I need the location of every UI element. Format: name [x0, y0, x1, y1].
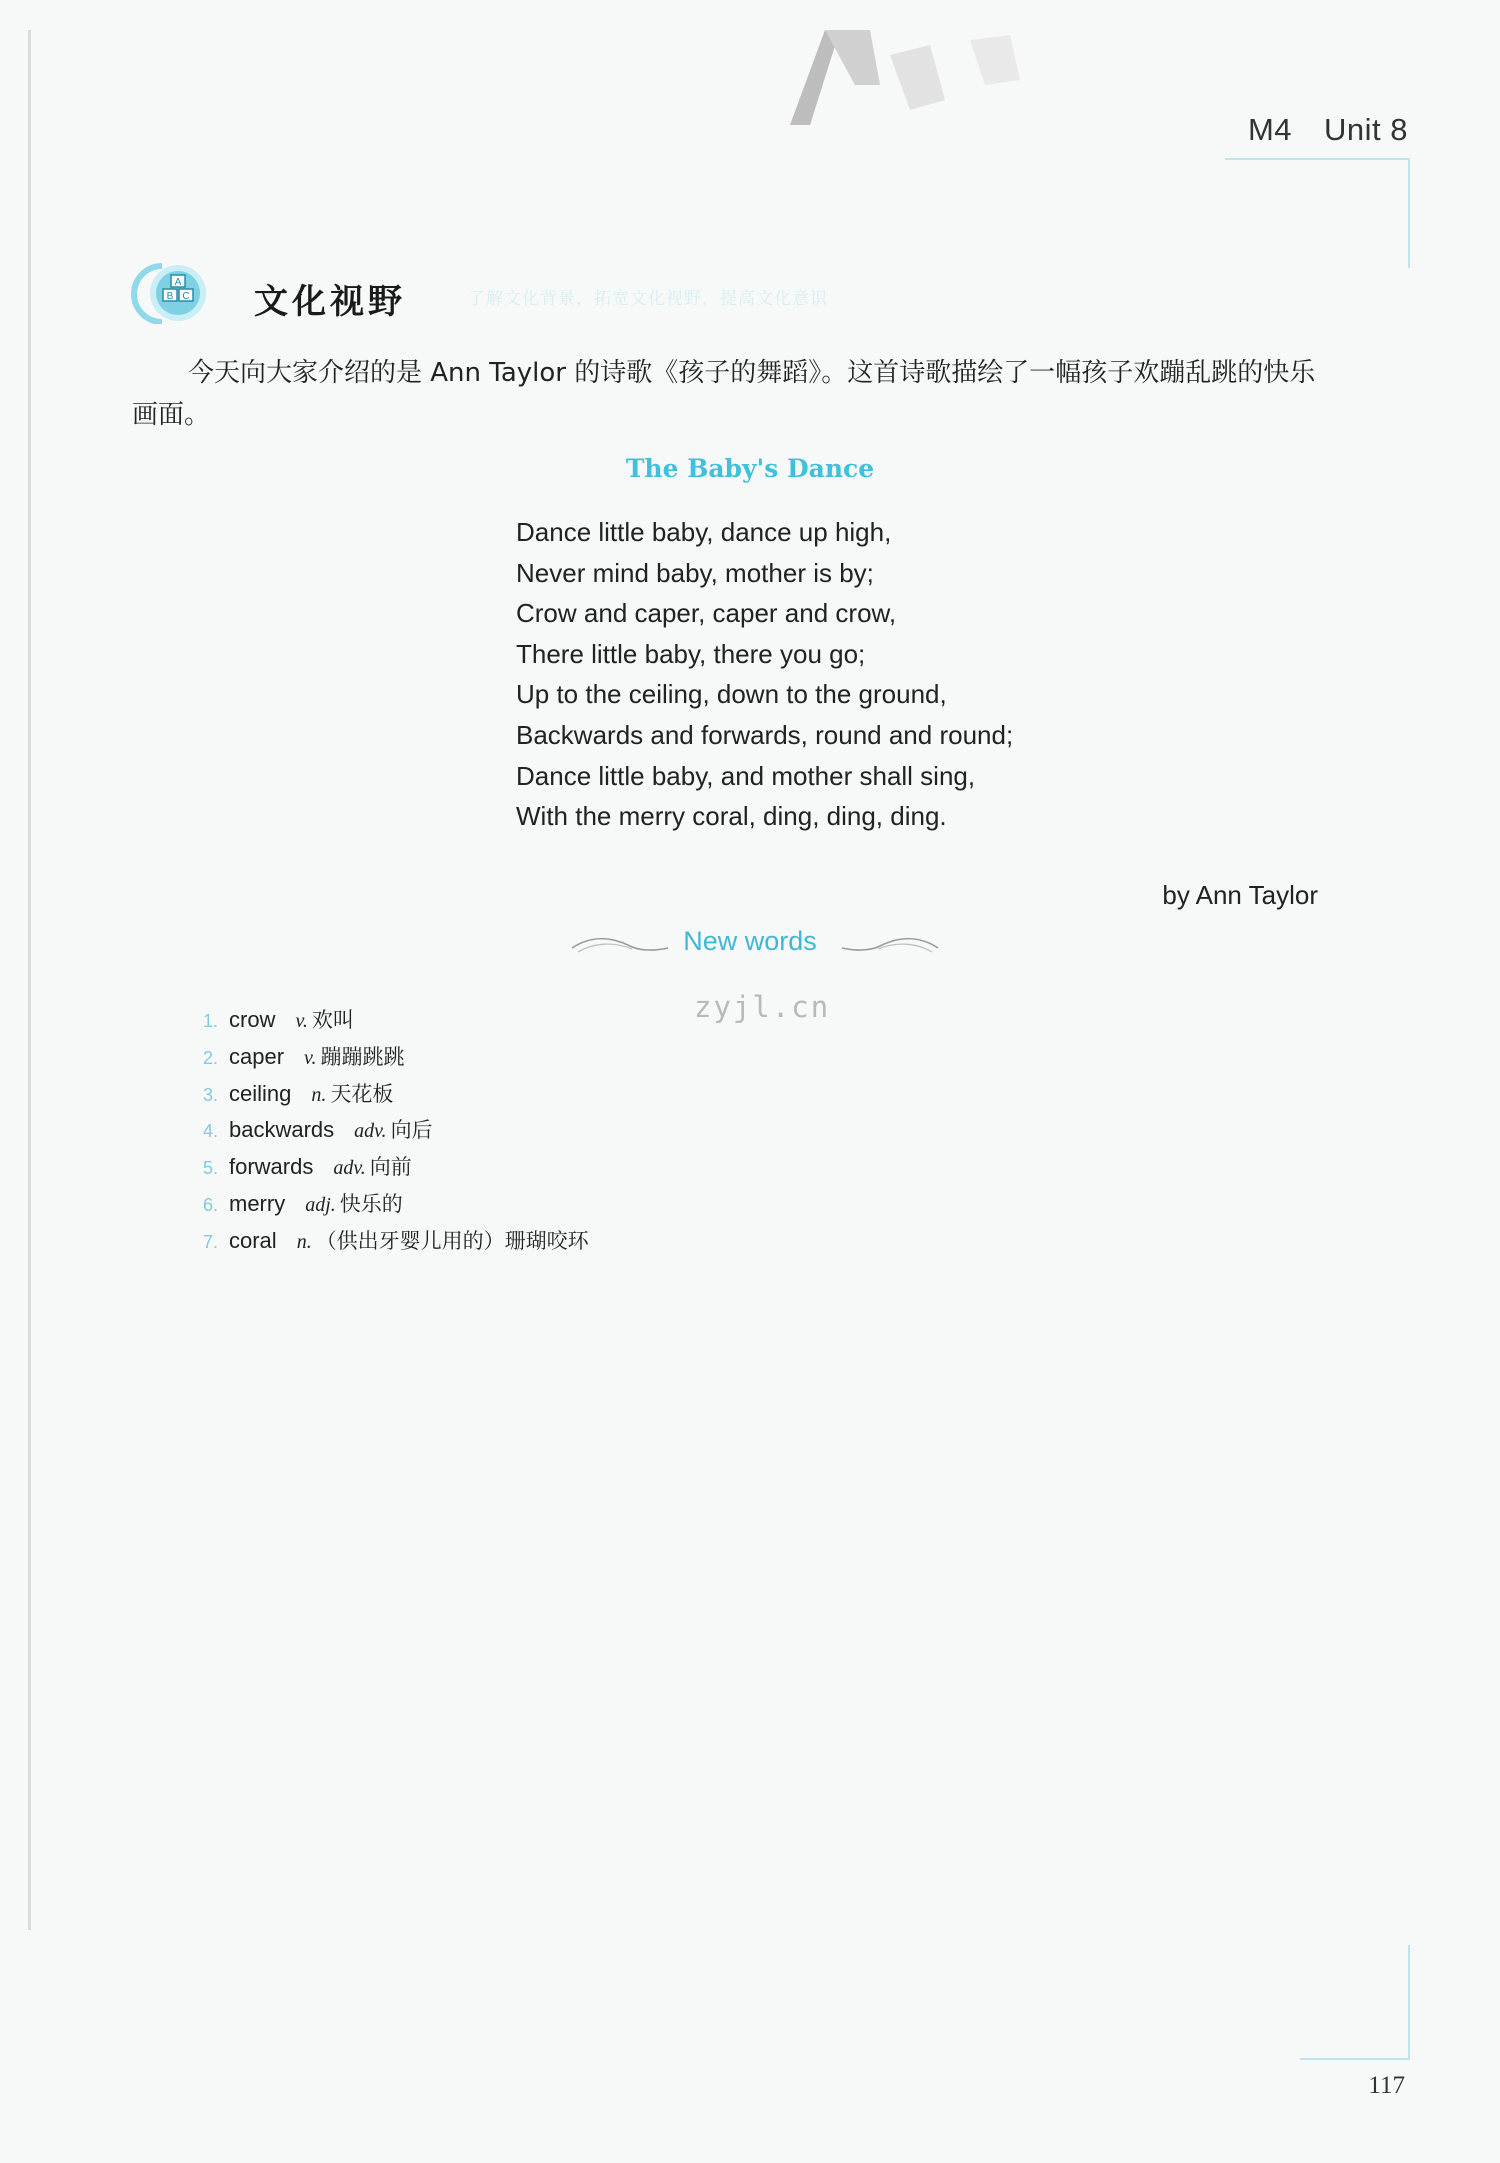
section-heading [128, 262, 888, 328]
section-title: 文化视野 [254, 282, 406, 322]
vocabulary-word: coral [229, 1227, 277, 1253]
poem-line: Crow and caper, caper and crow, [516, 598, 897, 629]
part-of-speech: adv. [333, 1157, 366, 1180]
vocabulary-meaning: （供出牙婴儿用的）珊瑚咬环 [315, 1228, 589, 1253]
intro-line: 今天向大家介绍的是 Ann Taylor 的诗歌《孩子的舞蹈》。这首诗歌描绘了一幅孩子欢蹦乱跳的快乐 [188, 358, 1316, 388]
vocabulary-item [203, 1223, 589, 1260]
svg-text:B: B [166, 291, 174, 302]
poem-line: With the merry coral, ding, ding, ding. [516, 801, 947, 832]
poem-line: Backwards and forwards, round and round; [516, 719, 1014, 750]
svg-text:A: A [174, 277, 182, 288]
poem-author: by Ann Taylor [1162, 880, 1318, 910]
part-of-speech: adj. [305, 1193, 336, 1216]
vocabulary-item [203, 1149, 589, 1186]
item-number: 5. [203, 1158, 219, 1179]
vocabulary-word: ceiling [229, 1080, 292, 1106]
abc-blocks-icon [128, 262, 218, 324]
vocabulary-word: merry [229, 1190, 286, 1216]
poem-line: Never mind baby, mother is by; [516, 557, 874, 588]
item-number: 2. [203, 1047, 219, 1068]
item-number: 7. [203, 1231, 219, 1252]
poem-body [516, 512, 1013, 837]
vocabulary-word: backwards [229, 1117, 335, 1143]
vocabulary-meaning: 快乐的 [339, 1191, 403, 1216]
page-header [1248, 112, 1408, 148]
item-number: 6. [203, 1194, 219, 1215]
svg-text:C: C [182, 291, 190, 302]
vocabulary-meaning: 天花板 [330, 1081, 394, 1106]
footer-rule-vertical [1408, 1945, 1410, 2060]
vocabulary-list [203, 1002, 589, 1260]
vocabulary-item [203, 1186, 589, 1223]
part-of-speech: v. [304, 1046, 317, 1069]
vocabulary-meaning: 向前 [369, 1155, 412, 1180]
vocabulary-word: crow [229, 1007, 276, 1032]
poem-title: The Baby's Dance [625, 454, 875, 483]
header-rule-vertical [1408, 158, 1410, 268]
module-label: M4 [1247, 112, 1293, 147]
poem-line: Dance little baby, and mother shall sing, [516, 760, 976, 791]
header-rule [1225, 158, 1410, 160]
poem-line: Dance little baby, dance up high, [516, 517, 892, 547]
part-of-speech: n. [311, 1083, 327, 1106]
item-number: 4. [203, 1121, 219, 1142]
watermark: zyjl.cn [694, 990, 831, 1024]
intro-line: 画面。 [132, 400, 211, 430]
vocabulary-item [203, 1076, 589, 1113]
unit-label: Unit 8 [1324, 112, 1408, 147]
new-words-heading [560, 922, 940, 966]
swirl-ornament-icon [840, 934, 940, 958]
new-words-title: New words [683, 926, 817, 956]
item-number: 3. [203, 1084, 219, 1105]
vocabulary-item [203, 1112, 589, 1149]
section-tagline: 了解文化背景，拓宽文化视野，提高文化意识 [468, 289, 828, 309]
part-of-speech: v. [295, 1010, 308, 1032]
poem-line: There little baby, there you go; [516, 638, 866, 669]
vocabulary-meaning: 欢叫 [311, 1008, 354, 1032]
intro-paragraph [132, 352, 1382, 436]
vocabulary-meaning: 向后 [390, 1118, 433, 1143]
page-edge-shadow [28, 30, 31, 1930]
vocabulary-meaning: 蹦蹦跳跳 [320, 1044, 405, 1069]
part-of-speech: n. [296, 1230, 312, 1253]
poem-line: Up to the ceiling, down to the ground, [516, 679, 947, 710]
vocabulary-word: forwards [229, 1154, 314, 1180]
footer-rule [1300, 2058, 1410, 2060]
part-of-speech: adv. [354, 1120, 387, 1143]
vocabulary-item [203, 1039, 589, 1076]
decorative-letters-graphic [770, 25, 1090, 140]
page-number: 117 [1368, 2072, 1405, 2099]
vocabulary-word: caper [229, 1043, 285, 1069]
vocabulary-item [203, 1002, 589, 1039]
item-number: 1. [203, 1011, 219, 1031]
